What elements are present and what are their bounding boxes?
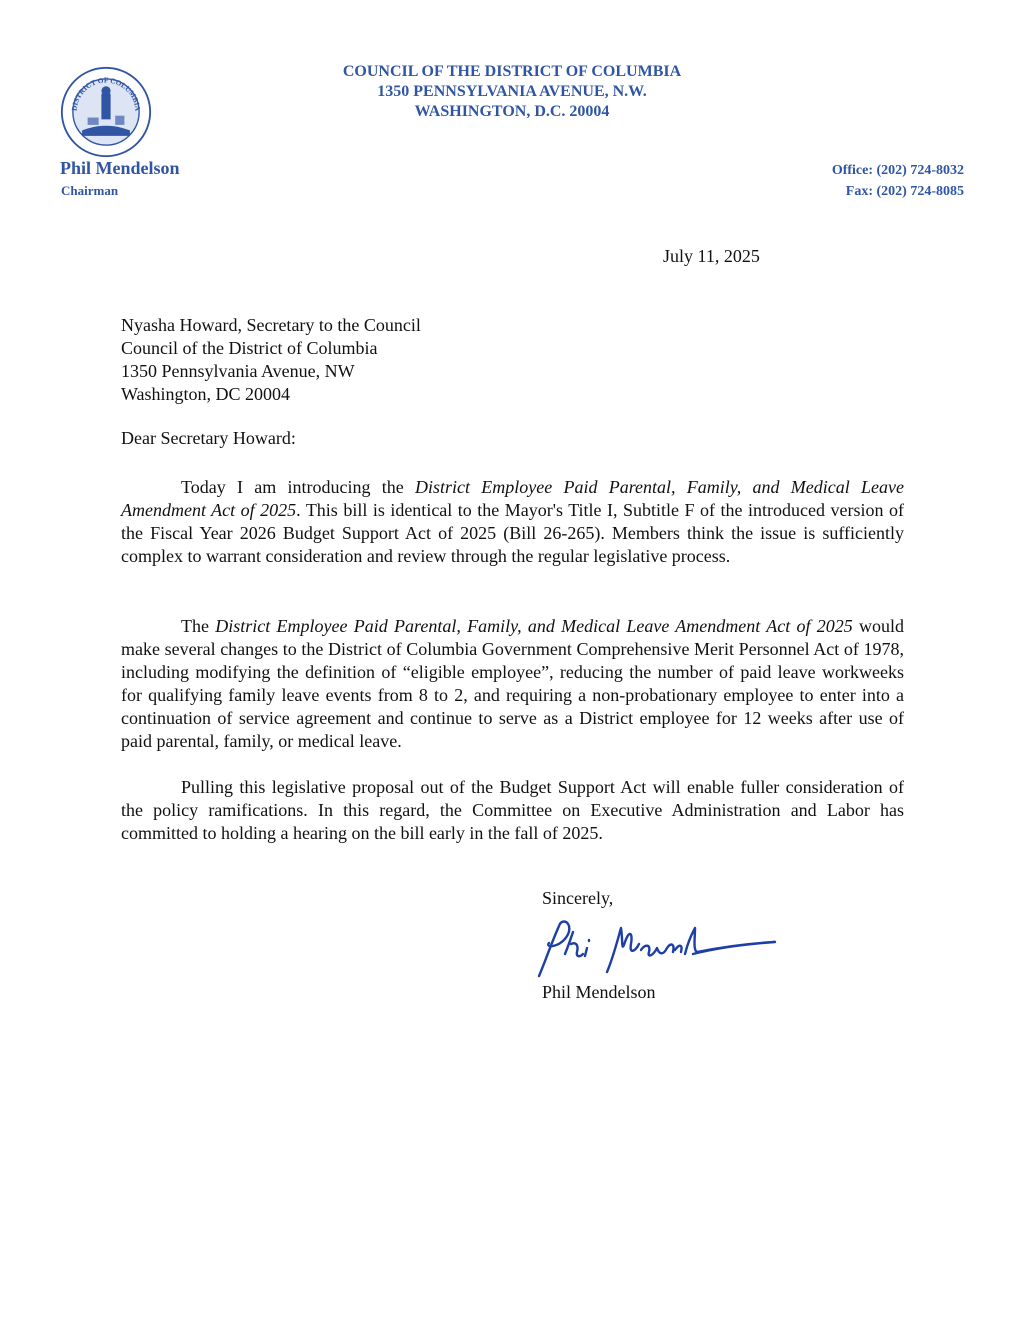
org-name: COUNCIL OF THE DISTRICT OF COLUMBIA [342, 63, 682, 80]
p2-text-a: The [181, 616, 216, 636]
signature-text: Phil Mendelson [517, 914, 524, 915]
chair-title: Chairman [61, 183, 119, 198]
contact-info [832, 160, 964, 202]
p1-text-b: . This bill is identical to the Mayor's Title I, Subtitle F of the introduced version of the Fiscal Year 2026 Budget Support Act of 2025 (Bill 26-265). Members think the issue is sufficiently complex to warrant consideration and review through the regular legislative process. [121, 500, 904, 566]
fax-number: Fax: (202) 724-8085 [845, 184, 964, 199]
bill-title: District Employee Paid Parental, Family, and Medical Leave Amendment Act of 2025 [121, 477, 904, 520]
recipient-line: Council of the District of Columbia [121, 338, 378, 358]
svg-text:DISTRICT OF COLUMBIA: DISTRICT OF COLUMBIA [69, 75, 143, 112]
p2-text-b: would make several changes to the District of Columbia Government Comprehensive Merit Personnel Act of 1978, including modifying the definition of “eligible employee”, reducing the number of paid leave workweeks for qualifying family leave events from 8 to 2, and requiring a non-probationary employee to enter into a continuation of service agreement and continue to serve as a District employee for 12 weeks after use of paid parental, family, or medical leave. [121, 616, 905, 751]
office-phone: Office: (202) 724-8032 [831, 163, 964, 178]
body-paragraph-1 [121, 476, 904, 568]
p3-text: Pulling this legislative proposal out of the Budget Support Act will enable fuller consideration of the policy ramifications. In this regard, the Committee on Executive Administration and Labor has committed to holding a hearing on the bill early in the fall of 2025. [121, 777, 904, 843]
body-paragraph-3 [121, 776, 904, 845]
chair-name: Phil Mendelson [60, 158, 180, 178]
letterhead [0, 62, 1024, 122]
signer-name: Phil Mendelson [542, 982, 656, 1002]
p1-text-a: Today I am introducing the [181, 477, 415, 497]
closing: Sincerely, [542, 888, 614, 908]
salutation: Dear Secretary Howard: [121, 428, 296, 448]
handwritten-signature [517, 914, 782, 984]
recipient-line: Nyasha Howard, Secretary to the Council [121, 315, 421, 335]
recipient-line: Washington, DC 20004 [121, 384, 291, 404]
bill-title: District Employee Paid Parental, Family, and Medical Leave Amendment Act of 2025 [215, 616, 853, 636]
recipient-address [121, 314, 421, 406]
body-paragraph-2 [121, 615, 904, 753]
org-street: 1350 PENNSYLVANIA AVENUE, N.W. [377, 83, 647, 100]
recipient-line: 1350 Pennsylvania Avenue, NW [121, 361, 355, 381]
letter-date: July 11, 2025 [663, 246, 760, 266]
org-city: WASHINGTON, D.C. 20004 [414, 103, 610, 120]
